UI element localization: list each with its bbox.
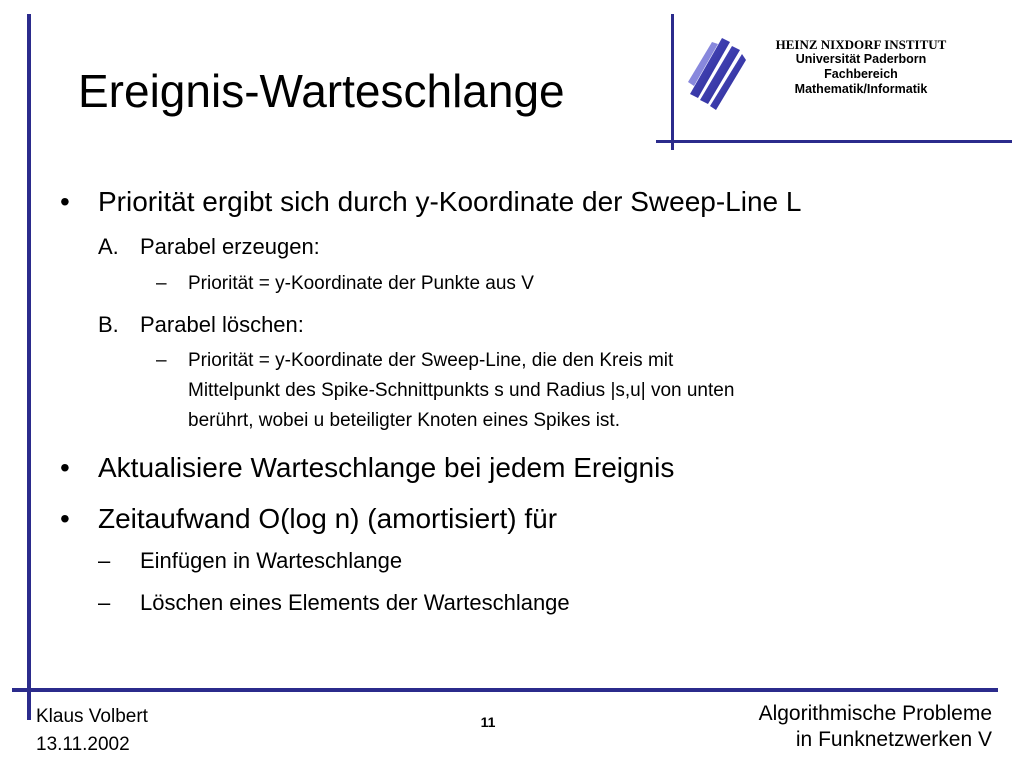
footer-author-block [36, 703, 148, 759]
bullet-3-text: Zeitaufwand O(log n) (amortisiert) für [98, 503, 558, 534]
left-border-line [27, 14, 31, 720]
item-b-marker: B. [98, 312, 119, 337]
dash-marker: – [98, 590, 111, 615]
bullet-marker: • [60, 186, 70, 217]
item-b-sub-1-line-3: berührt, wobei u beteiligter Knoten eines Spikes ist. [188, 410, 620, 431]
bullet-3-sub-1-text: Einfügen in Warteschlange [140, 548, 403, 573]
dash-marker: – [98, 548, 111, 573]
bullet-2-text: Aktualisiere Warteschlange bei jedem Ereignis [98, 452, 675, 483]
bullet-3-sub-2-text: Löschen eines Elements der Warteschlange [140, 590, 570, 615]
footer-course-line-1: Algorithmische Probleme [758, 702, 992, 725]
item-a-sub-1-text: Priorität = y-Koordinate der Punkte aus V [188, 273, 534, 294]
bullet-1-text: Priorität ergibt sich durch y-Koordinate der Sweep-Line L [98, 186, 802, 217]
institute-block [752, 37, 970, 97]
institute-department: Fachbereich [824, 67, 898, 81]
page-number: 11 [480, 714, 496, 730]
footer-course-block [759, 701, 992, 753]
hni-logo-icon [686, 34, 748, 110]
footer-course-line-2: in Funknetzwerken V [795, 728, 992, 751]
title-divider-horizontal [656, 140, 1012, 143]
item-a-marker: A. [98, 234, 119, 259]
footer-date: 13.11.2002 [36, 734, 130, 755]
institute-name: HEINZ NIXDORF INSTITUT [775, 37, 947, 52]
dash-marker: – [156, 273, 167, 294]
item-b-sub-1-line-2: Mittelpunkt des Spike-Schnittpunkts s und Radius |s,u| von unten [188, 380, 735, 401]
dash-marker: – [156, 350, 167, 371]
bullet-marker: • [60, 452, 70, 483]
institute-university: Universität Paderborn [795, 52, 927, 66]
footer-author: Klaus Volbert [36, 706, 148, 727]
item-a-text: Parabel erzeugen: [140, 234, 320, 259]
institute-faculty: Mathematik/Informatik [794, 82, 928, 96]
item-b-text: Parabel löschen: [140, 312, 304, 337]
slide-title: Ereignis-Warteschlange [78, 65, 565, 117]
bullet-marker: • [60, 503, 70, 534]
footer-divider [12, 688, 998, 692]
item-b-sub-1-line-1: Priorität = y-Koordinate der Sweep-Line, die den Kreis mit [188, 350, 674, 371]
title-divider-vertical [671, 14, 674, 150]
